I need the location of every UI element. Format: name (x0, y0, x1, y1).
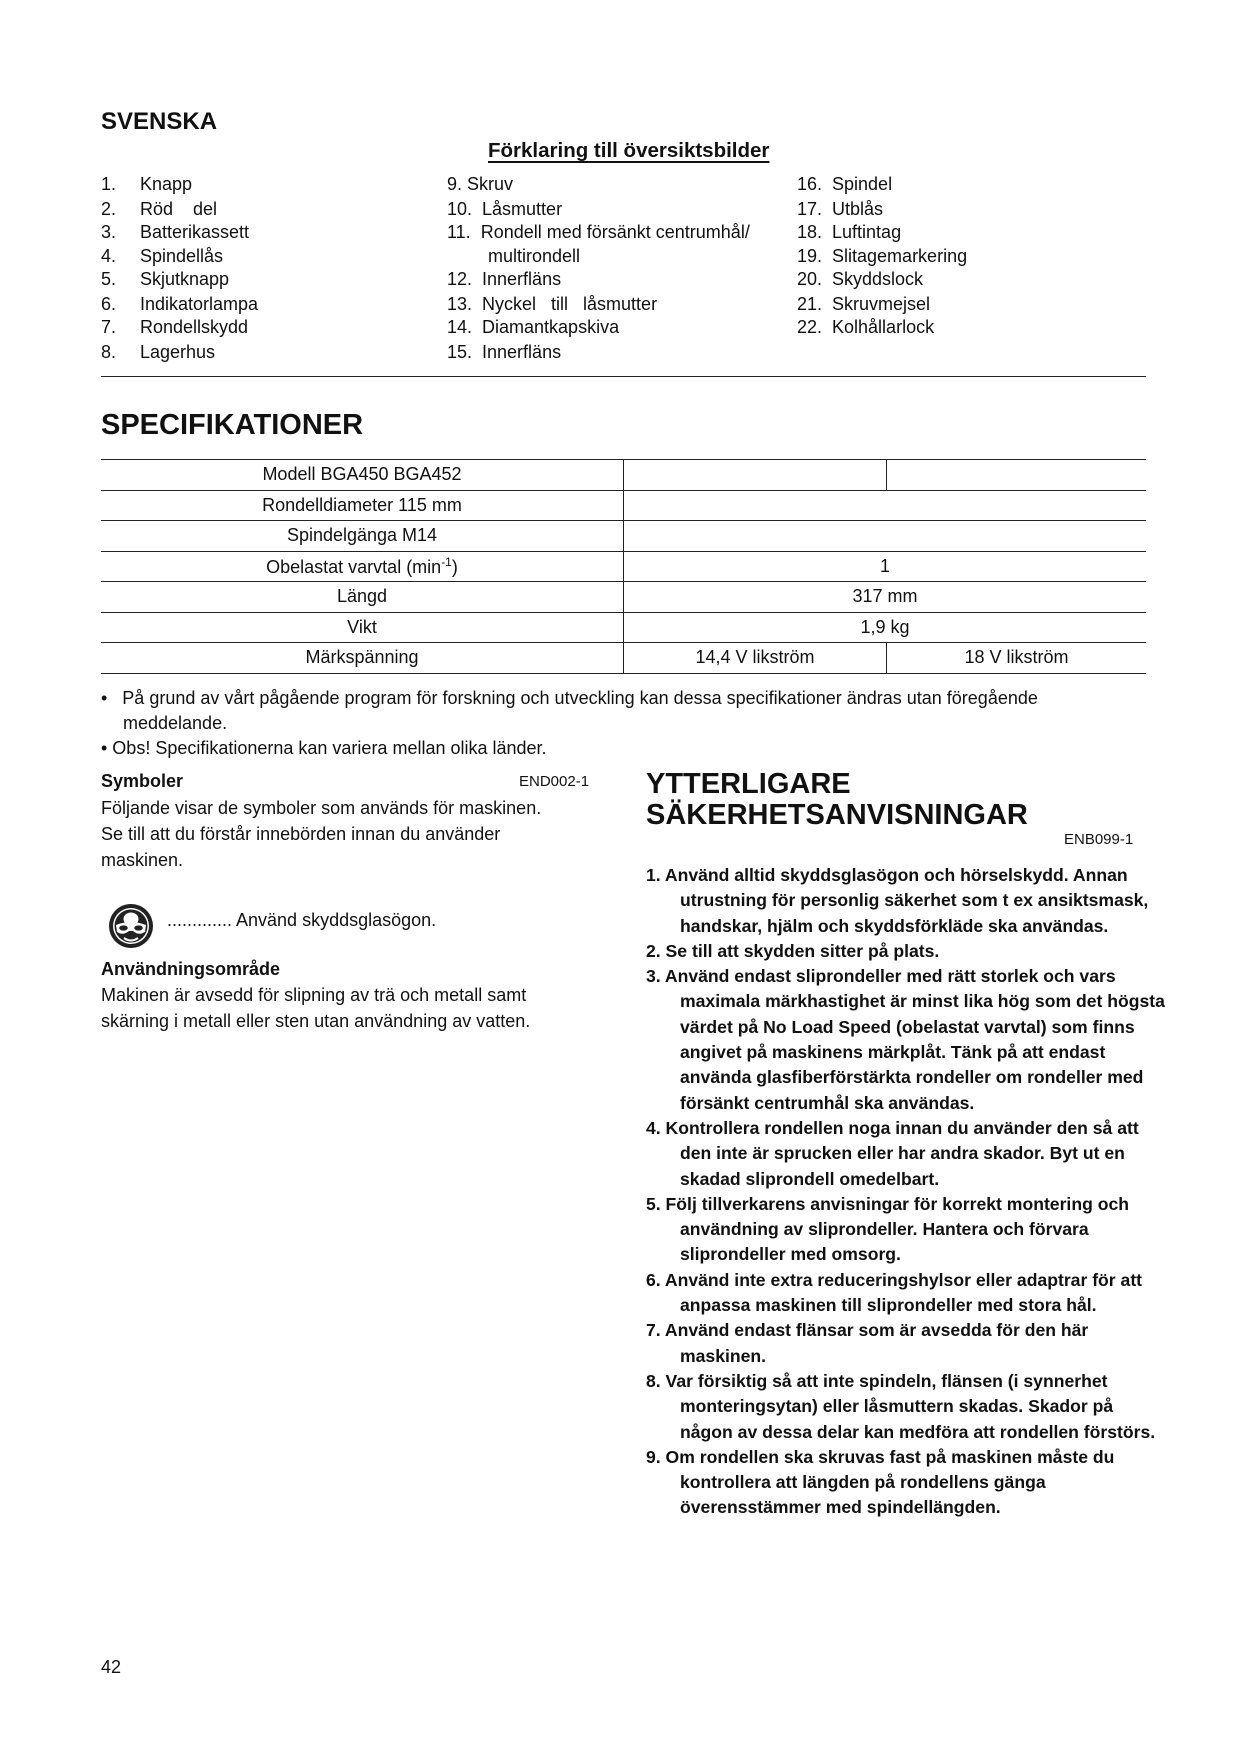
spec-value: 317 mm (624, 582, 1147, 613)
goggles-symbol-text: ............. Använd skyddsglasögon. (167, 910, 437, 930)
part-name: Spindellås (140, 246, 224, 266)
spec-value: 14,4 V likström (624, 643, 887, 674)
explanation-title: Förklaring till översiktsbilder (488, 139, 770, 162)
spec-label: Längd (101, 582, 624, 613)
page-number: 42 (101, 1657, 122, 1677)
symbols-intro: Följande visar de symboler som används för maskinen. Se till att du förstår innebörden innan du använder maskinen. (101, 798, 542, 870)
part-item: 12. Innerfläns (447, 269, 562, 289)
spec-value (624, 460, 887, 491)
list-item: 9. Om rondellen ska skruvas fast på maskinen måste du kontrollera att längden på rondellens gänga överensstämmer med spindellängden. (646, 1446, 1115, 1518)
part-item: 22. Kolhållarlock (797, 317, 935, 337)
spec-note: meddelande. (123, 713, 228, 733)
part-name: Indikatorlampa (140, 294, 259, 314)
part-item: 6. (101, 294, 117, 314)
safety-code: ENB099-1 (1064, 831, 1134, 848)
spec-value: 18 V likström (887, 643, 1147, 674)
spec-label: Märkspänning (101, 643, 624, 674)
part-item: 5. (101, 269, 117, 289)
part-item: 13. Nyckel till låsmutter (447, 294, 658, 314)
list-item: 2. Se till att skydden sitter på plats. (646, 940, 940, 961)
language-heading: SVENSKA (101, 108, 218, 135)
part-item: 19. Slitagemarkering (797, 246, 968, 266)
part-item: 11. Rondell med försänkt centrumhål/ (447, 222, 750, 242)
part-item-continued: multirondell (488, 246, 581, 266)
table-row (101, 643, 1146, 674)
spec-label: Obelastat varvtal $(\min^{-1})$ (101, 551, 624, 582)
symbols-code: END002-1 (519, 773, 590, 790)
spec-value (624, 521, 1147, 552)
list-item: 4. Kontrollera rondellen noga innan du använder den så att den inte är sprucken eller har andra skador. Byt ut en skadad sliprondell omedelbart. (646, 1117, 1139, 1189)
spec-label: Spindelgänga M14 (101, 521, 624, 552)
spec-value: 1 (624, 551, 1147, 582)
spec-note: • På grund av vårt pågående program för forskning och utveckling kan dessa specifikationer ändras utan föregående (101, 688, 1038, 708)
part-item: 3. (101, 222, 117, 242)
part-item: 21. Skruvmejsel (797, 294, 931, 314)
part-item: 10. Låsmutter (447, 199, 563, 219)
part-item: 7. (101, 317, 117, 337)
table-row (101, 460, 1146, 491)
list-item: 8. Var försiktig så att inte spindeln, flänsen (i synnerhet monteringsytan) eller låsmuttern skadas. Skador på någon av dessa delar kan medföra att rondellen förstörs. (646, 1370, 1156, 1442)
part-name: Rondellskydd (140, 317, 249, 337)
usage-heading: Användningsområde (101, 959, 281, 979)
list-item: 5. Följ tillverkarens anvisningar för korrekt montering och användning av sliprondeller. Hantera och förvara sliprondeller med omsorg. (646, 1193, 1129, 1265)
part-item: 15. Innerfläns (447, 342, 562, 362)
table-row (101, 612, 1146, 643)
part-item: 2. (101, 199, 117, 219)
spec-value (624, 490, 1147, 521)
part-item: 16. Spindel (797, 174, 893, 194)
part-name: Skjutknapp (140, 269, 230, 289)
list-item: 7. Använd endast flänsar som är avsedda för den här maskinen. (646, 1320, 1089, 1366)
part-name: Röd del (140, 199, 218, 219)
table-row (101, 551, 1146, 582)
spec-label: Modell BGA450 BGA452 (101, 460, 624, 491)
list-item: 1. Använd alltid skyddsglasögon och hörselskydd. Annan utrustning för personlig säkerhet som t ex ansiktsmask, handskar, hjälm och skyddsförkläde ska användas. (646, 865, 1149, 936)
part-item: 8. (101, 342, 117, 362)
safety-list (646, 863, 1166, 1521)
part-item: 14. Diamantkapskiva (447, 317, 620, 337)
table-row (101, 582, 1146, 613)
part-item: 4. (101, 246, 117, 266)
part-item: 1. (101, 174, 117, 194)
spec-value (887, 460, 1147, 491)
part-item: 20. Skyddslock (797, 269, 924, 289)
part-name: Knapp (140, 174, 193, 194)
safety-heading: YTTERLIGARE SÄKERHETSANVISNINGAR (646, 768, 1028, 831)
spec-label: Rondelldiameter 115 mm (101, 490, 624, 521)
specifications-heading: SPECIFIKATIONER (101, 409, 364, 441)
section-divider (101, 376, 1146, 377)
table-row (101, 490, 1146, 521)
table-row (101, 521, 1146, 552)
part-item: 17. Utblås (797, 199, 884, 219)
symbols-heading: Symboler (101, 771, 184, 791)
part-name: Lagerhus (140, 342, 216, 362)
part-item: 9. Skruv (447, 174, 514, 194)
part-item: 18. Luftintag (797, 222, 902, 242)
usage-text: Makinen är avsedd för slipning av trä och metall samt skärning i metall eller sten utan användning av vatten. (101, 985, 531, 1031)
list-item: 3. Använd endast sliprondeller med rätt storlek och vars maximala märkhastighet är minst lika hög som det högsta värdet på No Load Speed (obelastat varvtal) som finns angivet på maskinens märkplåt. Tänk på att endast använda glasfiberförstärkta rondeller om rondeller med försänkt centrumhål ska användas. (646, 966, 1165, 1113)
spec-note: • Obs! Specifikationerna kan variera mellan olika länder. (101, 738, 547, 758)
list-item: 6. Använd inte extra reduceringshylsor eller adaptrar för att anpassa maskinen till sliprondeller med stora hål. (646, 1269, 1143, 1316)
safety-goggles-icon (108, 903, 154, 949)
specifications-table (101, 459, 1146, 674)
spec-label: Vikt (101, 612, 624, 643)
part-name: Batterikassett (140, 222, 250, 242)
spec-value: 1,9 kg (624, 612, 1147, 643)
